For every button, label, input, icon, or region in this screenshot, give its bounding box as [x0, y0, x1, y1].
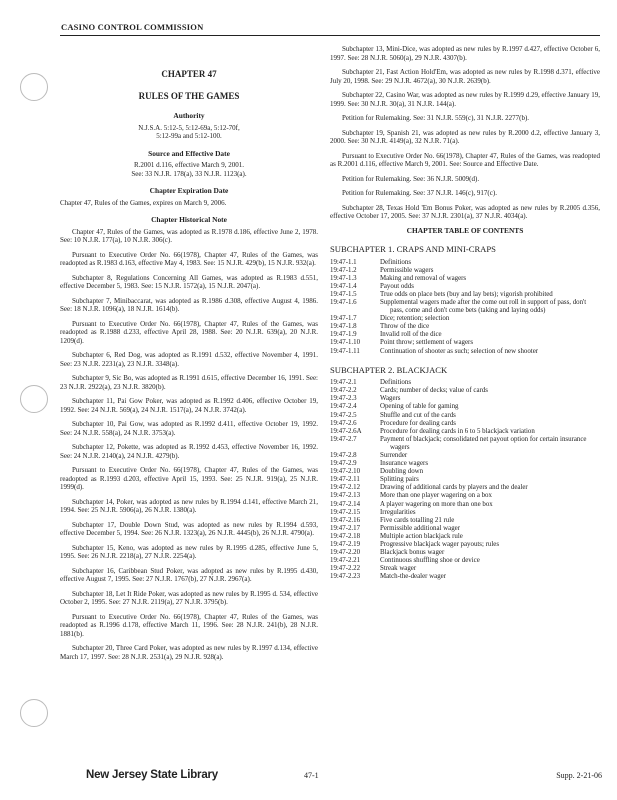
section-title: Definitions — [380, 258, 412, 266]
page-footer — [64, 769, 604, 783]
history-paragraph: Subchapter 8, Regulations Concerning All Games, was adopted as R.1983 d.551, effective December 5, 1983. See: 15 N.J.R. 1572(a), 15 N.J.R. 2047(a). — [60, 273, 318, 290]
toc-row — [330, 403, 600, 411]
section-number: 19:47-2.21 — [330, 557, 361, 565]
toc-row — [330, 412, 600, 420]
history-paragraph: Pursuant to Executive Order No. 66(1978), Chapter 47, Rules of the Games, was readopted as R.1993 d.203, effective April 15, 1993. See: 25 N.J.R. 919(a), 25 N.J.R. 1999(d). — [60, 466, 318, 491]
section-title: Throw of the dice — [380, 323, 430, 331]
section-number: 19:47-2.20 — [330, 549, 361, 557]
section-title: Procedure for dealing cards — [380, 419, 456, 427]
section-title: Permissible additional wager — [380, 524, 460, 532]
section-title: Doubling down — [380, 468, 424, 476]
history-heading: Chapter Historical Note — [151, 215, 227, 224]
section-title: Streak wager — [380, 565, 417, 573]
section-title: Splitting pairs — [380, 476, 419, 484]
section-title: Invalid roll of the dice — [380, 331, 442, 339]
toc-row — [330, 315, 600, 323]
toc-row — [330, 573, 600, 581]
expiration-heading: Chapter Expiration Date — [149, 186, 229, 195]
section-title: More than one player wagering on a box — [380, 492, 492, 500]
section-number: 19:47-2.23 — [330, 573, 361, 581]
section-title: Making and removal of wagers — [380, 274, 467, 282]
section-number: 19:47-1.10 — [330, 339, 361, 347]
toc-row — [330, 387, 600, 395]
toc-row — [330, 452, 600, 460]
expiration-text: Chapter 47, Rules of the Games, expires on March 9, 2006. — [60, 198, 227, 207]
toc-row — [330, 436, 600, 452]
section-number: 19:47-2.3 — [330, 395, 357, 403]
section-number: 19:47-2.18 — [330, 532, 361, 540]
section-title: Blackjack bonus wager — [380, 549, 445, 557]
running-header: CASINO CONTROL COMMISSION — [61, 22, 204, 32]
section-number: 19:47-2.5 — [330, 411, 357, 419]
section-title: Payout odds — [380, 282, 414, 290]
history-paragraph: Chapter 47, Rules of the Games, was adopted as R.1978 d.186, effective June 2, 1978. See: 10 N.J.R. 177(a), 10 N.J.R. 306(c). — [60, 227, 318, 244]
section-number: 19:47-2.12 — [330, 484, 361, 492]
section-title: Procedure for dealing cards in 6 to 5 blackjack variation — [380, 427, 535, 435]
toc-row — [330, 428, 600, 436]
section-number: 19:47-1.11 — [330, 347, 360, 355]
section-number: 19:47-1.6 — [330, 298, 357, 306]
subchapter-2-title: SUBCHAPTER 2. BLACKJACK — [330, 364, 448, 375]
section-number: 19:47-2.16 — [330, 516, 361, 524]
section-title: Five cards totalling 21 rule — [380, 516, 455, 524]
history-paragraph: Subchapter 21, Fast Action Hold'Em, was adopted as new rules by R.1998 d.371, effective July 20, 1998. See: 29 N.J.R. 4672(a), 30 N.J.R. 2639(b). — [330, 68, 600, 85]
section-title: Permissible wagers — [380, 266, 434, 274]
toc-row — [330, 259, 600, 267]
history-paragraph: Petition for Rulemaking. See: 31 N.J.R. 559(c), 31 N.J.R. 2277(b). — [342, 114, 530, 122]
subchapter-2-toc — [330, 379, 600, 581]
history-paragraph: Subchapter 6, Red Dog, was adopted as R.1991 d.532, effective November 4, 1991. See: 23 N.J.R. 2231(a), 23 N.J.R. 3348(a). — [60, 351, 318, 368]
toc-row — [330, 541, 600, 549]
toc-row — [330, 509, 600, 517]
history-paragraph: Subchapter 15, Keno, was adopted as new rules by R.1995 d.285, effective June 5, 1995. See: 26 N.J.R. 2218(a), 27 N.J.R. 2254(a). — [60, 543, 318, 560]
toc-row — [330, 484, 600, 492]
toc-row — [330, 323, 600, 331]
section-number: 19:47-2.7 — [330, 435, 357, 443]
history-paragraph: Subchapter 22, Casino War, was adopted as new rules by R.1999 d.29, effective January 19, 1999. See: 30 N.J.R. 30(a), 31 N.J.R. 144(a). — [330, 91, 600, 108]
section-title: Multiple action blackjack rule — [380, 532, 463, 540]
toc-heading: CHAPTER TABLE OF CONTENTS — [406, 225, 524, 235]
punch-hole — [20, 73, 48, 101]
right-column — [330, 45, 600, 581]
history-paragraph: Subchapter 18, Let It Ride Poker, was adopted as new rules by R.1995 d. 534, effective October 2, 1995. See: 27 N.J.R. 2119(a), 27 N.J.R. 3795(b). — [60, 589, 318, 606]
toc-row — [330, 549, 600, 557]
toc-row — [330, 275, 600, 283]
history-continued — [330, 45, 600, 221]
header-rule — [60, 35, 600, 36]
page-number: 47-1 — [304, 771, 319, 780]
toc-row — [330, 492, 600, 500]
section-number: 19:47-1.9 — [330, 331, 357, 339]
section-title: Payment of blackjack; consolidated net payout option for certain insurance wagers — [380, 435, 587, 451]
subchapter-1-title: SUBCHAPTER 1. CRAPS AND MINI-CRAPS — [330, 244, 496, 254]
section-number: 19:47-2.6A — [330, 427, 362, 435]
section-title: Cards; number of decks; value of cards — [380, 387, 488, 395]
section-title: Dice; retention; selection — [380, 315, 450, 323]
toc-row — [330, 565, 600, 573]
section-number: 19:47-2.14 — [330, 500, 361, 508]
toc-row — [330, 501, 600, 509]
source-text: R.2001 d.116, effective March 9, 2001. See: 33 N.J.R. 178(a), 33 N.J.R. 1123(a). — [131, 161, 247, 178]
section-number: 19:47-2.17 — [330, 524, 361, 532]
history-paragraph: Subchapter 11, Pai Gow Poker, was adopted as R.1992 d.406, effective October 19, 1992. See: 24 N.J.R. 569(a), 24 N.J.R. 1517(a), 24 N.J.R. 3742(a). — [60, 397, 318, 414]
toc-row — [330, 557, 600, 565]
toc-row — [330, 533, 600, 541]
chapter-number: CHAPTER 47 — [161, 69, 217, 79]
toc-row — [330, 525, 600, 533]
toc-row — [330, 460, 600, 468]
toc-row — [330, 476, 600, 484]
history-paragraph: Petition for Rulemaking. See: 36 N.J.R. 5009(d). — [342, 174, 480, 183]
section-number: 19:47-2.15 — [330, 508, 361, 516]
history-paragraph: Subchapter 12, Pokette, was adopted as R.1992 d.453, effective November 16, 1992. See: 24 N.J.R. 2140(a), 24 N.J.R. 4279(b). — [60, 443, 318, 460]
authority-heading: Authority — [173, 111, 205, 120]
section-number: 19:47-2.4 — [330, 403, 357, 411]
section-number: 19:47-2.19 — [330, 541, 361, 548]
section-title: Irregularities — [380, 508, 416, 516]
toc-row — [330, 379, 600, 387]
history-paragraph: Subchapter 14, Poker, was adopted as new rules by R.1994 d.141, effective March 21, 1994. See: 25 N.J.R. 5906(a), 26 N.J.R. 1380(a). — [60, 497, 318, 514]
section-number: 19:47-1.4 — [330, 282, 357, 290]
subchapter-1-toc — [330, 259, 600, 356]
section-title: Opening of table for gaming — [380, 403, 459, 411]
history-paragraph: Subchapter 13, Mini-Dice, was adopted as new rules by R.1997 d.427, effective October 6, 1997. See: 28 N.J.R. 5060(a), 29 N.J.R. 4307(b). — [330, 45, 600, 62]
section-title: A player wagering on more than one box — [380, 500, 493, 508]
history-paragraph: Pursuant to Executive Order No. 66(1978), Chapter 47, Rules of the Games, was readopted as R.1996 d.178, effective March 11, 1996. See: 28 N.J.R. 241(b), 28 N.J.R. 1881(b). — [60, 612, 318, 638]
section-number: 19:47-1.8 — [330, 323, 357, 331]
section-number: 19:47-2.11 — [330, 476, 360, 484]
history-paragraph: Pursuant to Executive Order No. 66(1978), Chapter 47, Rules of the Games, was readopted as R.1983 d.163, effective May 4, 1983. See: 15 N.J.R. 429(b), 15 N.J.R. 932(a). — [60, 250, 318, 267]
history-paragraph: Pursuant to Executive Order No. 66(1978), Chapter 47, Rules of the Games, was readopted as R.1988 d.233, effective April 28, 1988. See: 20 N.J.R. 639(a), 20 N.J.R. 1209(d). — [60, 319, 318, 345]
history-paragraph: Petition for Rulemaking. See: 37 N.J.R. 146(c), 917(c). — [342, 189, 497, 197]
history-paragraph: Subchapter 9, Sic Bo, was adopted as R.1991 d.615, effective December 16, 1991. See: 23 N.J.R. 2922(a), 23 N.J.R. 3820(b). — [60, 374, 318, 391]
toc-row — [330, 348, 600, 356]
history-paragraph: Subchapter 28, Texas Hold 'Em Bonus Poker, was adopted as new rules by R.2005 d.356, effective October 17, 2005. See: 37 N.J.R. 2301(a), 37 N.J.R. 4034(a). — [330, 203, 600, 220]
section-title: Surrender — [380, 451, 408, 459]
section-number: 19:47-1.7 — [330, 315, 357, 323]
history-paragraph: Subchapter 7, Minibaccarat, was adopted as R.1986 d.308, effective August 4, 1986. See: 18 N.J.R. 1096(a), 18 N.J.R. 1614(b). — [60, 296, 318, 313]
history-paragraph: Subchapter 20, Three Card Poker, was adopted as new rules by R.1997 d.134, effective March 17, 1997. See: 28 N.J.R. 2531(a), 29 N.J.R. 928(a). — [60, 644, 318, 661]
history-paragraph: Subchapter 17, Double Down Stud, was adopted as new rules by R.1994 d.593, effective December 5, 1994. See: 26 N.J.R. 1323(a), 26 N.J.R. 4445(b), 26 N.J.R. 4790(a). — [60, 520, 318, 537]
section-number: 19:47-1.3 — [330, 274, 357, 282]
section-title: Definitions — [380, 379, 412, 387]
section-title: Supplemental wagers made after the come out roll in support of pass, don't pass, come and don't come bets (taking and laying odds) — [380, 298, 587, 315]
section-title: Continuous shuffling shoe or device — [380, 557, 480, 565]
section-number: 19:47-2.2 — [330, 387, 357, 395]
supplement-date: Supp. 2-21-06 — [556, 771, 602, 780]
section-title: Progressive blackjack wager payouts; rules — [380, 541, 500, 548]
history-paragraph: Subchapter 16, Caribbean Stud Poker, was adopted as new rules by R.1995 d.430, effective August 7, 1995. See: 27 N.J.R. 1767(b), 27 N.J.R. 2967(a). — [60, 566, 318, 583]
section-title: Point throw; settlement of wagers — [380, 339, 474, 347]
section-title: Wagers — [380, 395, 401, 403]
toc-row — [330, 395, 600, 403]
history-paragraph: Subchapter 19, Spanish 21, was adopted as new rules by R.2000 d.2, effective January 3, 2000. See: 30 N.J.R. 4149(a), 32 N.J.R. 71(a). — [330, 128, 600, 145]
section-number: 19:47-2.22 — [330, 565, 361, 573]
toc-row — [330, 291, 600, 299]
toc-row — [330, 299, 600, 315]
toc-row — [330, 468, 600, 476]
punch-hole — [20, 699, 48, 727]
toc-row — [330, 331, 600, 339]
section-title: Insurance wagers — [380, 460, 429, 468]
section-title: Continuation of shooter as such; selection of new shooter — [380, 347, 539, 355]
history-paragraph: Subchapter 10, Pai Gow, was adopted as R.1992 d.411, effective October 19, 1992. See: 24 N.J.R. 558(a), 24 N.J.R. 3753(a). — [60, 420, 318, 437]
section-number: 19:47-2.6 — [330, 419, 357, 427]
history-notes — [60, 228, 318, 662]
toc-row — [330, 267, 600, 275]
section-number: 19:47-2.9 — [330, 460, 357, 468]
chapter-title: RULES OF THE GAMES — [138, 90, 240, 101]
section-number: 19:47-2.10 — [330, 468, 361, 476]
section-number: 19:47-2.1 — [330, 379, 357, 387]
section-number: 19:47-1.1 — [330, 258, 357, 266]
section-title: True odds on place bets (buy and lay bets); vigorish prohibited — [380, 290, 553, 298]
toc-row — [330, 517, 600, 525]
toc-row — [330, 420, 600, 428]
section-number: 19:47-2.8 — [330, 451, 357, 459]
section-number: 19:47-1.5 — [330, 290, 357, 298]
toc-row — [330, 283, 600, 291]
section-title: Match-the-dealer wager — [380, 573, 446, 581]
section-number: 19:47-1.2 — [330, 266, 357, 274]
section-title: Shuffle and cut of the cards — [380, 411, 456, 419]
section-title: Drawing of additional cards by players and the dealer — [380, 484, 528, 492]
source-heading: Source and Effective Date — [148, 148, 230, 158]
history-paragraph: Pursuant to Executive Order No. 66(1978), Chapter 47, Rules of the Games, was readopted as R.2001 d.116, effective March 9, 2001. See: Source and Effective Date. — [330, 151, 600, 168]
punch-hole — [20, 385, 48, 413]
authority-text: N.J.S.A. 5:12-5, 5:12-69a, 5:12-70f, 5:12-99a and 5:12-100. — [138, 123, 240, 140]
library-stamp: New Jersey State Library — [86, 769, 218, 781]
toc-row — [330, 339, 600, 347]
section-number: 19:47-2.13 — [330, 492, 361, 500]
left-column — [60, 70, 318, 667]
